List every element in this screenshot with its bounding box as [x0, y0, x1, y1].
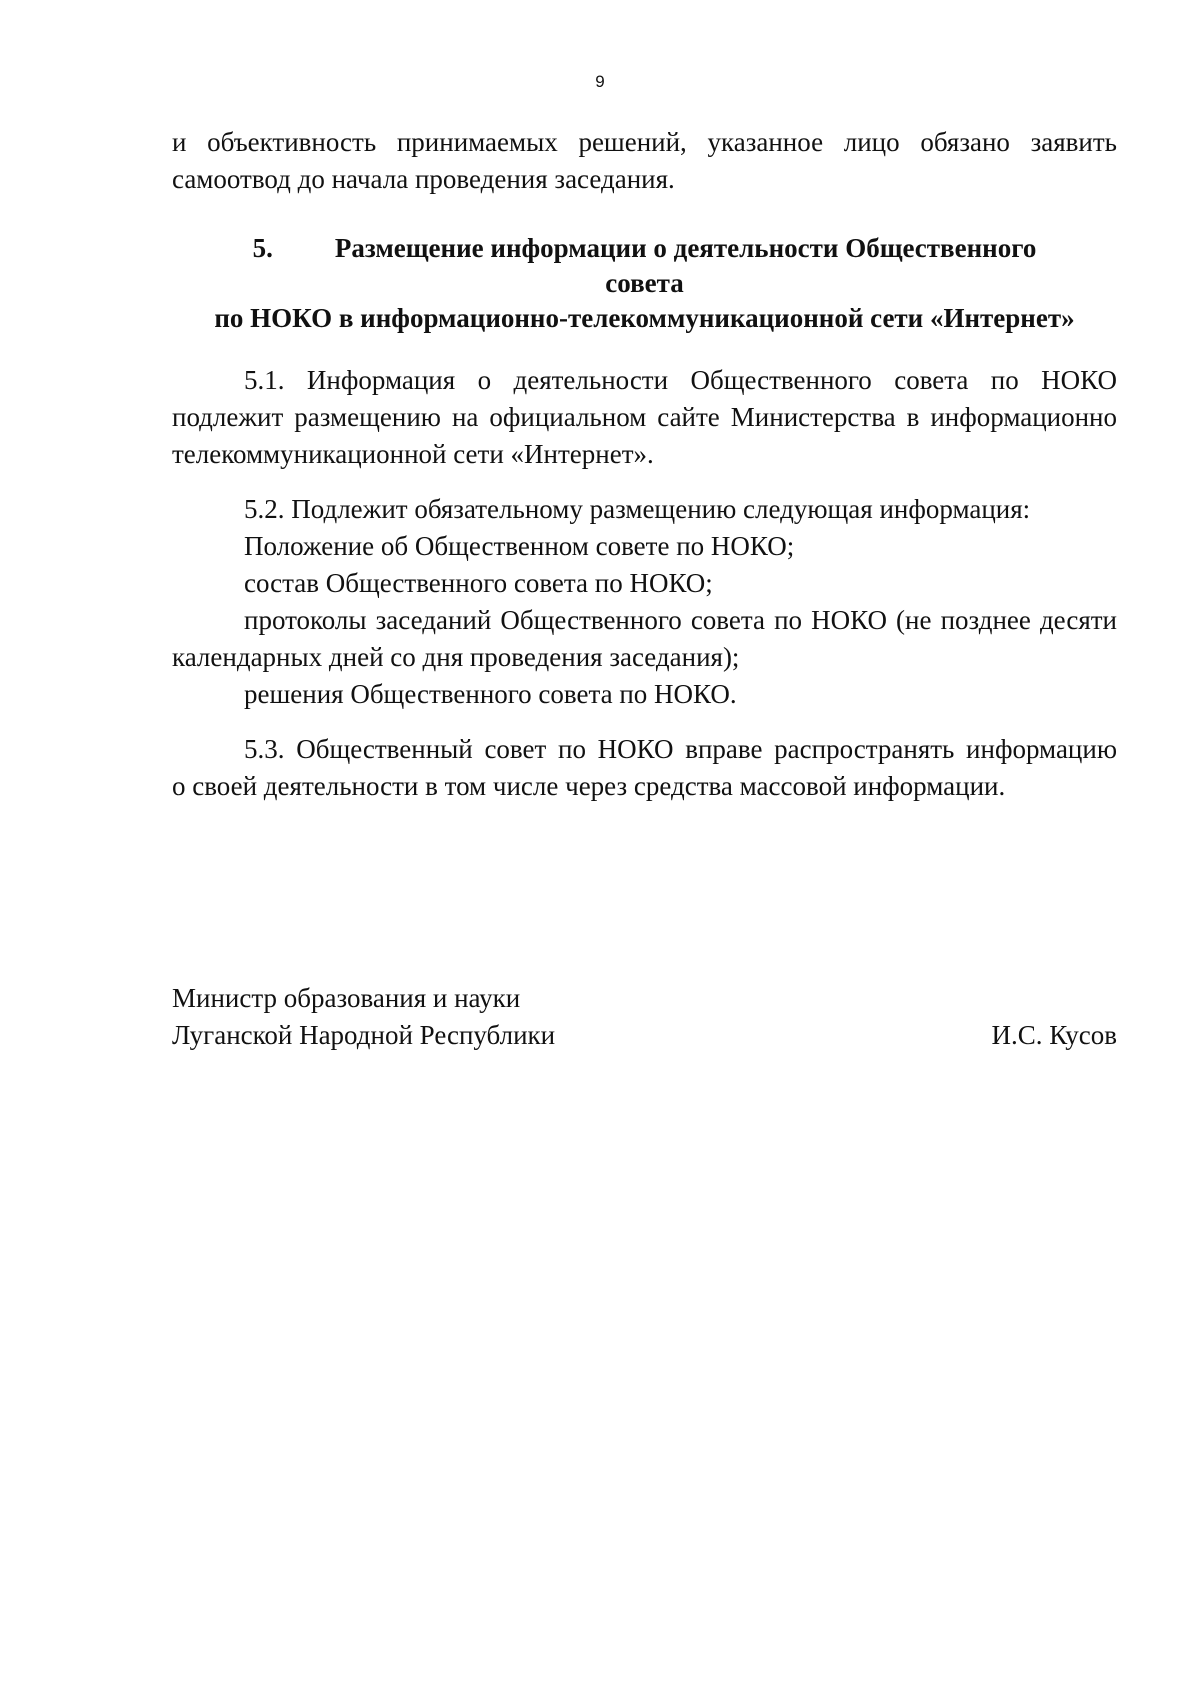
heading-number: 5. — [252, 233, 273, 263]
list-item-regulation: Положение об Общественном совете по НОКО; — [244, 531, 795, 561]
list-item-protocols: протоколы заседаний Общественного совета по НОКО (не позднее десяти календарных дней со дня проведения заседания); — [172, 605, 1117, 672]
paragraph-5-2 — [172, 491, 1117, 713]
signature-position-line2: Луганской Народной Республики — [172, 1020, 556, 1050]
heading-line2: совета — [605, 268, 684, 298]
list-item-composition: состав Общественного совета по НОКО; — [244, 568, 713, 598]
heading-line1: Размещение информации о деятельности Общественного — [334, 233, 1037, 263]
paragraph-5-1: 5.1. Информация о деятельности Общественного совета по НОКО подлежит размещению на официальном сайте Министерства в информационно телекоммуникационной сети «Интернет». — [172, 365, 1117, 469]
signature-position-line1: Министр образования и науки — [172, 983, 521, 1013]
heading-first-line — [172, 231, 1117, 266]
intro-paragraph: и объективность принимаемых решений, указанное лицо обязано заявить самоотвод до начала проведения заседания. — [172, 127, 1117, 194]
section-5-heading — [172, 231, 1117, 336]
signature-block — [172, 980, 1117, 1054]
document-body — [172, 124, 1117, 805]
paragraph-5-3 — [172, 731, 1117, 805]
paragraph-5-3-line2: о своей деятельности в том числе через средства массовой информации. — [172, 771, 1006, 801]
page-number: 9 — [595, 72, 605, 91]
signature-row — [172, 1017, 1117, 1054]
heading-line3: по НОКО в информационно-телекоммуникационной сети «Интернет» — [214, 303, 1075, 333]
signature-name: И.С. Кусов — [991, 1020, 1117, 1050]
paragraph-5-2-title: 5.2. Подлежит обязательному размещению следующая информация: — [244, 494, 1031, 524]
list-item-decisions: решения Общественного совета по НОКО. — [244, 679, 737, 709]
paragraph-5-3-line1: 5.3. Общественный совет по НОКО вправе распространять информацию — [244, 734, 1117, 764]
